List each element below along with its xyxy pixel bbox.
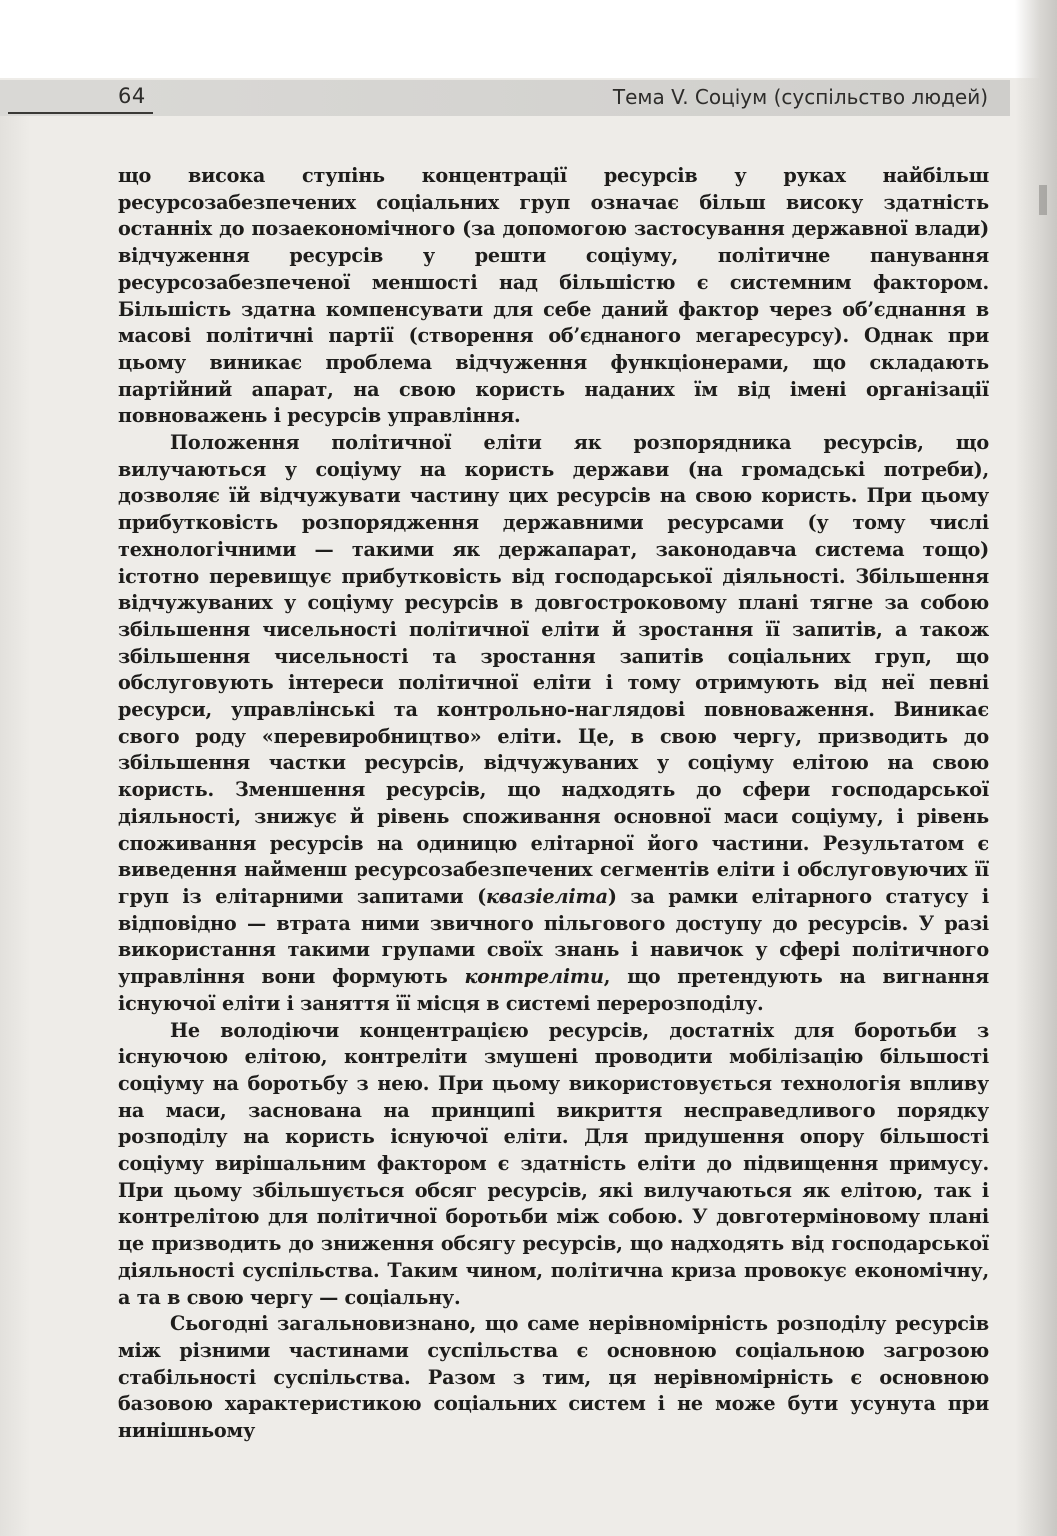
paragraph-1: що висока ступінь концентрації ресурсів у руках найбільш ресурсозабезпечених соціальних груп означає більш високу здатність останніх до позаекономічного (за допомогою застосування державної влади) відчуження ресурсів у решти соціуму, політичне панування ресурсозабезпеченої меншості над більшістю є системним фактором. Більшість здатна компенсувати для себе даний фактор через об’єднання в масові політичні партії (створення об’єднаного мегаресурсу). Однак при цьому виникає проблема відчуження функціонерами, що складають партійний апарат, на свою користь наданих їм від імені організації повноважень і ресурсів управління. [118, 164, 989, 428]
page-number: 64 [118, 84, 146, 108]
page-edge-shadow-right [1015, 0, 1057, 1536]
paragraph-2-part-b: ) за рамки елітарного статусу і відповідно — втрата ними звичного пільгового доступу до ресурсів. У разі використання такими групами своїх знань і навичок у сфері політичного управління вони формують [118, 884, 989, 989]
paragraph-2 [118, 430, 989, 1017]
page-edge-shadow-left [0, 80, 30, 1536]
emphasis-social-threat: соціальною загрозою стабільності суспільства [118, 1338, 989, 1389]
scan-margin-top [0, 0, 1057, 78]
paragraph-2-part-c: , що претендують на вигнання існуючої еліти і заняття її місця в системі перерозподілу. [118, 965, 989, 1015]
running-title: Тема V. Соціум (суспільство людей) [612, 85, 988, 109]
paragraph-3: Не володіючи концентрацією ресурсів, достатніх для боротьби з існуючою елітою, контреліти змушені проводити мобілізацію більшості соціуму на боротьбу з нею. При цьому використовується технологія впливу на маси, заснована на принципі викриття несправедливого порядку розподілу на користь існуючої еліти. Для придушення опору більшості соціуму вирішальним фактором є здатність еліти до підвищення примусу. При цьому збільшується обсяг ресурсів, які вилучаються як елітою, так і контрелітою для політичної боротьби між собою. У довготерміновому плані це призводить до зниження обсягу ресурсів, що надходять від господарської діяльності суспільства. Таким чином, політична криза провокує економічну, а та в свою чергу — соціальну. [118, 1018, 989, 1309]
paragraph-4 [118, 1311, 989, 1445]
body-text [118, 163, 989, 1445]
binding-mark [1039, 185, 1047, 215]
paragraph-4-part-b: . Разом з тим, ця нерівномірність є основною базовою характеристикою соціальних систем і не може бути усунута при нинішньому [118, 1365, 989, 1443]
paragraph-2-part-a: Положення політичної еліти як розпорядника ресурсів, що вилучаються у соціуму на користь держави (на громадські потреби), дозволяє їй відчужувати частину цих ресурсів на свою користь. При цьому прибутковість розпорядження державними ресурсами (у тому числі технологічними — такими як держапарат, законодавча система тощо) істотно перевищує прибутковість від господарської діяльності. Збільшення відчужуваних у соціуму ресурсів в довгостроковому плані тягне за собою збільшення чисельності політичної еліти й зростання її запитів, а також збільшення чисельності та зростання запитів соціальних груп, що обслуговують інтереси політичної еліти і тому отримують від неї певні ресурси, управлінські та контрольно-наглядові повноваження. Виникає свого роду «перевиробництво» еліти. Це, в свою чергу, призводить до збільшення частки ресурсів, відчужуваних у соціуму елітою на свою користь. Зменшення ресурсів, що надходять до сфери господарської діяльності, знижує й рівень споживання основної маси соціуму, і рівень споживання ресурсів на одиницю елітарної його частини. Результатом є виведення найменш ресурсозабезпечених сегментів еліти і обслуговуючих її груп із елітарними запитами ( [118, 431, 989, 908]
term-kvazielita: квазіеліта [485, 884, 608, 908]
page-header [0, 80, 1010, 116]
paragraph-4-part-a: Сьогодні загальновизнано, що саме нерівномірність розподілу ресурсів між різними частинами суспільства є основною [118, 1312, 989, 1362]
header-rule [8, 112, 153, 114]
term-kontrelity: контреліти [464, 965, 604, 989]
